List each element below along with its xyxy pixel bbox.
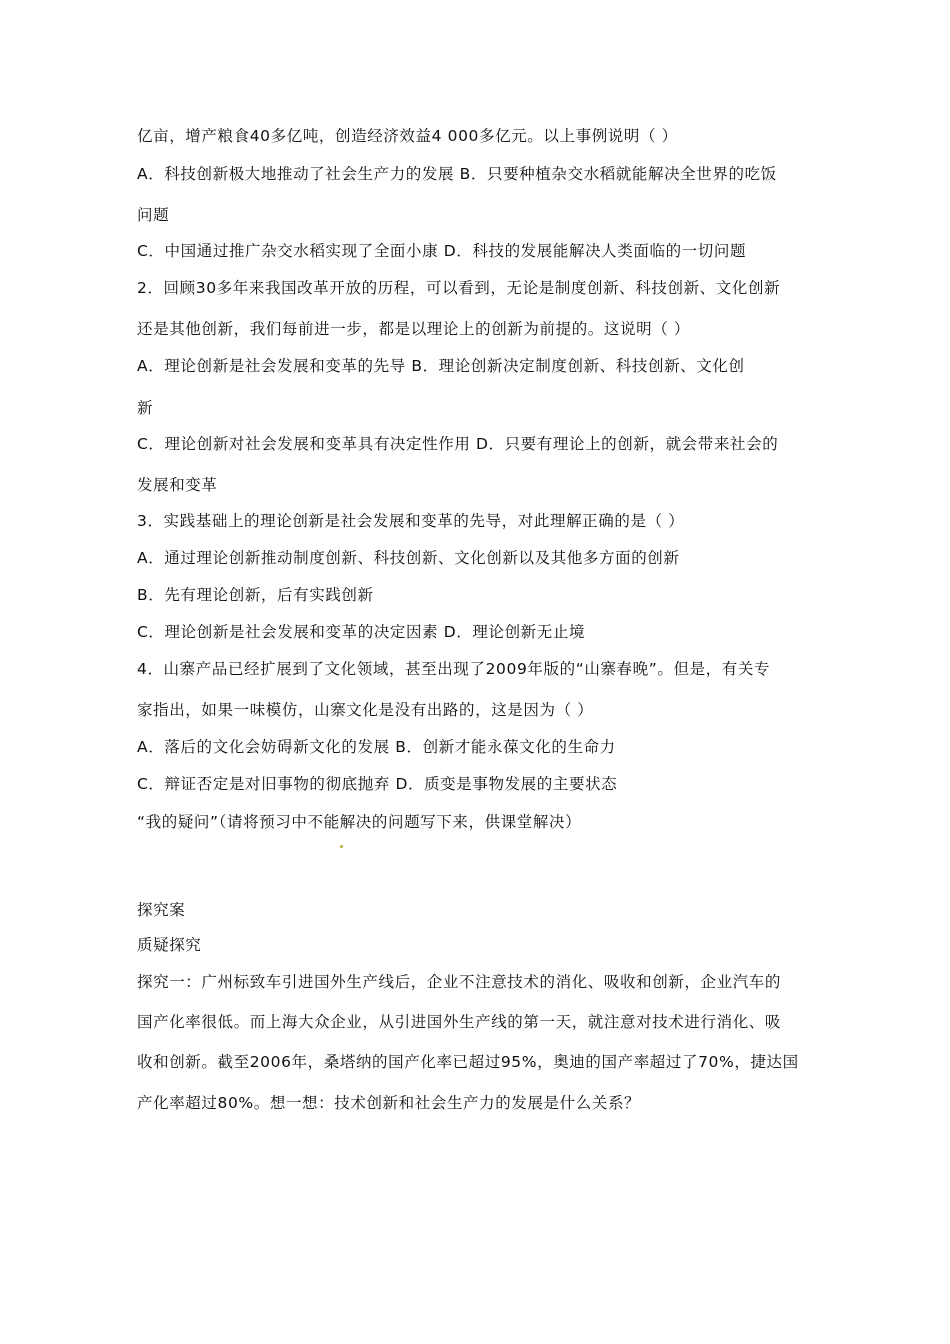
inquiry-one-text-line3: 收和创新。截至2006年，桑塔纳的国产化率已超过95%，奥迪的国产率超过了70%，捷达国 — [137, 1053, 799, 1071]
q3-option-b: B．先有理论创新，后有实践创新 — [137, 586, 374, 604]
q2-option-d-continued: 发展和变革 — [137, 476, 218, 494]
stray-mark — [340, 845, 343, 848]
q3-stem: 3．实践基础上的理论创新是社会发展和变革的先导，对此理解正确的是（ ） — [137, 512, 685, 530]
q2-option-b-continued: 新 — [137, 399, 154, 417]
q2-options-ab: A．理论创新是社会发展和变革的先导 B．理论创新决定制度创新、科技创新、文化创 — [137, 357, 745, 375]
q4-stem-continued: 家指出，如果一味模仿，山寨文化是没有出路的，这是因为（ ） — [137, 701, 594, 719]
q3-option-a: A．通过理论创新推动制度创新、科技创新、文化创新以及其他多方面的创新 — [137, 549, 680, 567]
q4-stem: 4．山寨产品已经扩展到了文化领域，甚至出现了2009年版的“山寨春晚”。但是，有关专 — [137, 660, 771, 678]
inquiry-one-text-line2: 国产化率很低。而上海大众企业，从引进国外生产线的第一天，就注意对技术进行消化、吸 — [137, 1013, 782, 1031]
q1-stem-continued: 亿亩，增产粮食40多亿吨，创造经济效益4 000多亿元。以上事例说明（ ） — [137, 127, 678, 145]
q1-options-cd: C．中国通过推广杂交水稻实现了全面小康 D．科技的发展能解决人类面临的一切问题 — [137, 242, 747, 260]
q3-options-cd: C．理论创新是社会发展和变革的决定因素 D．理论创新无止境 — [137, 623, 586, 641]
q1-option-b-continued: 问题 — [137, 206, 170, 224]
section-heading-inquiry: 探究案 — [137, 901, 186, 919]
q2-stem: 2．回顾30多年来我国改革开放的历程，可以看到，无论是制度创新、科技创新、文化创新 — [137, 279, 781, 297]
inquiry-one-text-line4: 产化率超过80%。想一想：技术创新和社会生产力的发展是什么关系？ — [137, 1094, 641, 1112]
q4-options-ab: A．落后的文化会妨碍新文化的发展 B．创新才能永葆文化的生命力 — [137, 738, 616, 756]
section-subheading: 质疑探究 — [137, 936, 202, 954]
my-questions-heading: “我的疑问”（请将预习中不能解决的问题写下来，供课堂解决） — [137, 813, 582, 831]
q4-options-cd: C．辩证否定是对旧事物的彻底抛弃 D．质变是事物发展的主要状态 — [137, 775, 618, 793]
q1-options-ab: A．科技创新极大地推动了社会生产力的发展 B．只要种植杂交水稻就能解决全世界的吃饭 — [137, 165, 777, 183]
q2-stem-continued: 还是其他创新，我们每前进一步，都是以理论上的创新为前提的。这说明（ ） — [137, 320, 690, 338]
inquiry-one-text: 探究一：广州标致车引进国外生产线后，企业不注意技术的消化、吸收和创新，企业汽车的 — [137, 973, 782, 991]
q2-options-cd: C．理论创新对社会发展和变革具有决定性作用 D．只要有理论上的创新，就会带来社会的 — [137, 435, 779, 453]
